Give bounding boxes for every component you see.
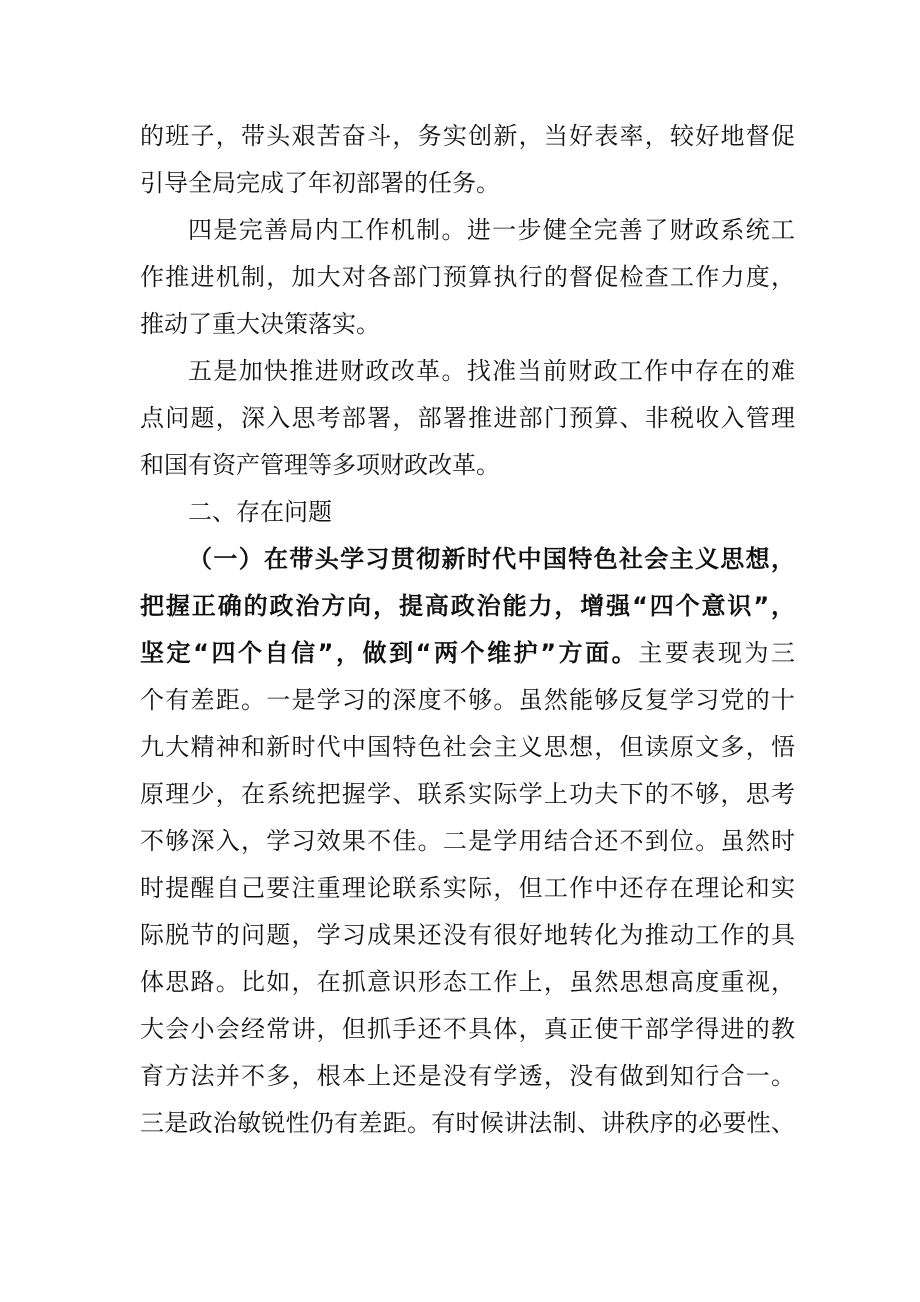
subsection-heading-tail: 坚定“四个自信”，做到“两个维护”方面。 — [140, 639, 639, 667]
body-line: 体思路。比如，在抓意识形态工作上，虽然思想高度重视， — [140, 968, 795, 996]
section-heading — [140, 489, 795, 536]
mixed-line — [140, 630, 795, 677]
subsection-heading-line: 把握正确的政治方向，提高政治能力，增强“四个意识”， — [140, 592, 795, 620]
body-line: 三是政治敏锐性仍有差距。有时候讲法制、讲秩序的必要性、 — [140, 1109, 795, 1137]
subsection-heading-line: （一）在带头学习贯彻新时代中国特色社会主义思想， — [188, 545, 795, 573]
section-heading-text: 二、存在问题 — [188, 498, 332, 526]
body-line: 个有差距。一是学习的深度不够。虽然能够反复学习党的十 — [140, 686, 795, 714]
text-line: 四是完善局内工作机制。进一步健全完善了财政系统工 — [188, 216, 795, 244]
paragraph-continuation — [140, 113, 795, 207]
text-line: 五是加快推进财政改革。找准当前财政工作中存在的难 — [188, 357, 795, 385]
text-line: 和国有资产管理等多项财政改革。 — [140, 451, 500, 479]
text-line: 点问题，深入思考部署，部署推进部门预算、非税收入管理 — [140, 404, 795, 432]
body-line: 际脱节的问题，学习成果还没有很好地转化为推动工作的具 — [140, 921, 795, 949]
text-line: 作推进机制，加大对各部门预算执行的督促检查工作力度， — [140, 263, 795, 291]
body-line: 九大精神和新时代中国特色社会主义思想，但读原文多，悟 — [140, 733, 795, 761]
body-text-start: 主要表现为三 — [638, 639, 795, 667]
paragraph-four — [140, 207, 795, 348]
body-line: 育方法并不多，根本上还是没有学透，没有做到知行合一。 — [140, 1062, 795, 1090]
body-line: 大会小会经常讲，但抓手还不具体，真正使干部学得进的教 — [140, 1015, 795, 1043]
document-page — [140, 113, 795, 1147]
text-line: 推动了重大决策落实。 — [140, 310, 380, 338]
text-line: 引导全局完成了年初部署的任务。 — [140, 169, 500, 197]
body-line: 时提醒自己要注重理论联系实际，但工作中还存在理论和实 — [140, 874, 795, 902]
paragraph-five — [140, 348, 795, 489]
body-line: 不够深入，学习效果不佳。二是学用结合还不到位。虽然时 — [140, 827, 795, 855]
text-line: 的班子，带头艰苦奋斗，务实创新，当好表率，较好地督促 — [140, 122, 795, 150]
body-line: 原理少，在系统把握学、联系实际学上功夫下的不够，思考 — [140, 780, 795, 808]
subsection-paragraph — [140, 536, 795, 1147]
